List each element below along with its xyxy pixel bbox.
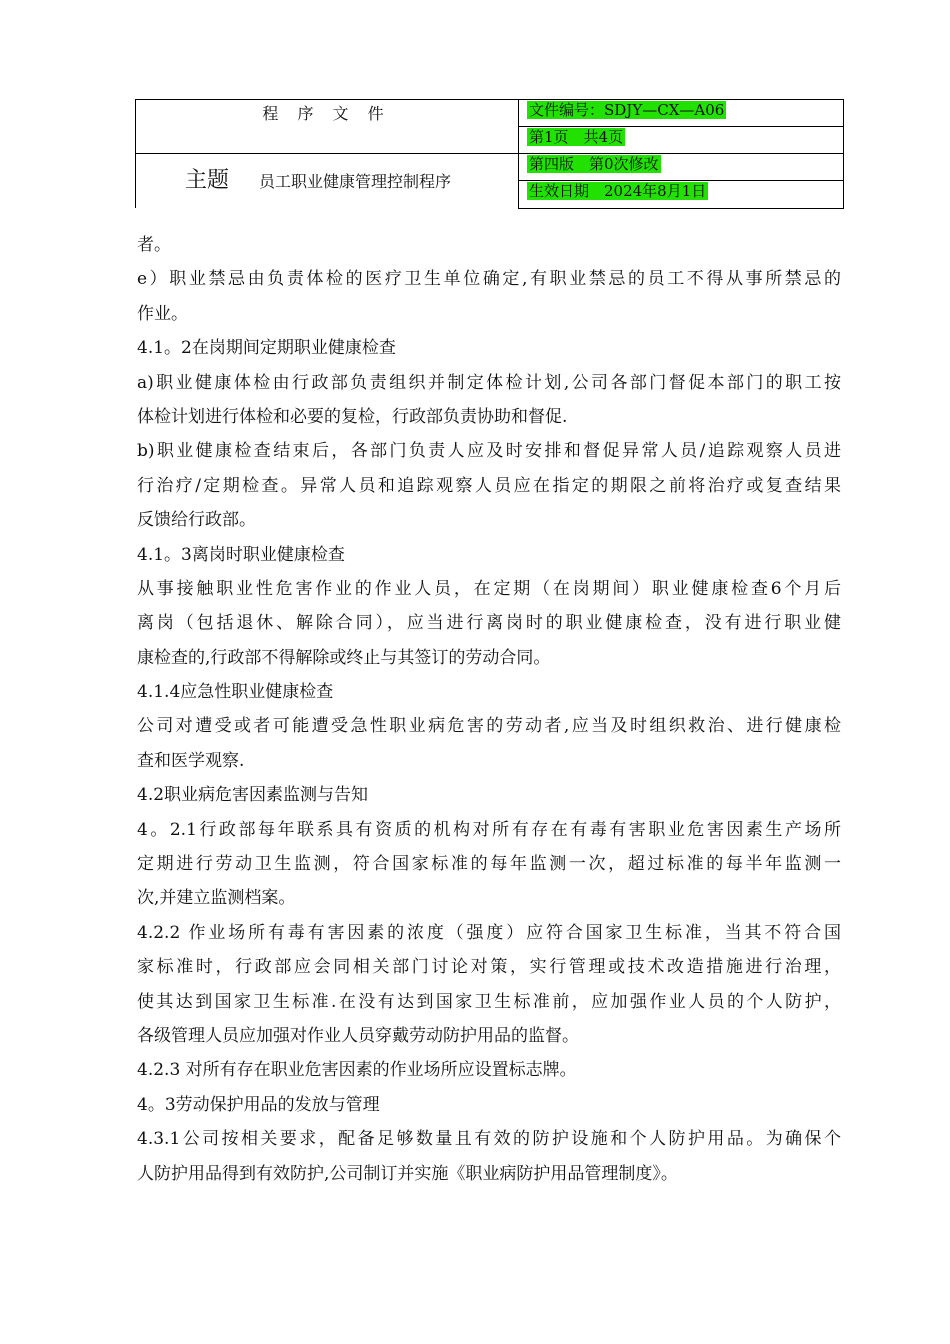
body-line: 4.3.1公司按相关要求，配备足够数量且有效的防护设施和个人防护用品。为确保个 bbox=[137, 1129, 841, 1150]
body-line: 反馈给行政部。 bbox=[137, 510, 256, 531]
header-column-divider bbox=[518, 99, 519, 209]
body-line: 4.2.3 对所有存在职业危害因素的作业场所应设置标志牌。 bbox=[137, 1060, 577, 1081]
body-line: 4。3劳动保护用品的发放与管理 bbox=[137, 1094, 380, 1115]
body-line: a)职业健康体检由行政部负责组织并制定体检计划,公司各部门督促本部门的职工按 bbox=[137, 372, 841, 393]
body-line: 者。 bbox=[137, 235, 171, 255]
subject-text: 员工职业健康管理控制程序 bbox=[259, 172, 452, 191]
header-right-row-divider-3 bbox=[518, 180, 844, 181]
body-line: 体检计划进行体检和必要的复检，行政部负责协助和督促. bbox=[137, 406, 568, 427]
document-title: 程 序 文 件 bbox=[262, 104, 391, 123]
doc-number: 文件编号：SDJY—CX—A06 bbox=[529, 101, 725, 119]
version-info: 第四版 第0次修改 bbox=[529, 155, 659, 173]
effective-date: 生效日期 2024年8月1日 bbox=[529, 182, 707, 200]
body-line: 各级管理人员应加强对作业人员穿戴劳动防护用品的监督。 bbox=[137, 1025, 579, 1046]
body-line: 作业。 bbox=[137, 303, 188, 324]
body-line: 家标准时，行政部应会同相关部门讨论对策，实行管理或技术改造措施进行治理， bbox=[137, 957, 841, 978]
document-body bbox=[137, 228, 841, 1191]
body-line: e）职业禁忌由负责体检的医疗卫生单位确定,有职业禁忌的员工不得从事所禁忌的 bbox=[137, 269, 841, 290]
body-line: 4.1.4应急性职业健康检查 bbox=[137, 682, 334, 703]
body-line: 行治疗/定期检查。异常人员和追踪观察人员应在指定的期限之前将治疗或复查结果 bbox=[137, 475, 841, 496]
body-line: 4.2.2 作业场所有毒有害因素的浓度（强度）应符合国家卫生标准，当其不符合国 bbox=[137, 922, 841, 943]
body-line: 人防护用品得到有效防护,公司制订并实施《职业病防护用品管理制度》。 bbox=[137, 1163, 678, 1184]
body-line: 4.2职业病危害因素监测与告知 bbox=[137, 785, 369, 806]
body-line: b)职业健康检查结束后，各部门负责人应及时安排和督促异常人员/追踪观察人员进 bbox=[137, 441, 841, 462]
body-line: 从事接触职业性危害作业的作业人员，在定期（在岗期间）职业健康检查6个月后 bbox=[137, 578, 841, 599]
body-line: 查和医学观察. bbox=[137, 750, 245, 771]
header-right-border bbox=[843, 99, 844, 209]
page-info: 第1页 共4页 bbox=[529, 128, 624, 146]
header-middle-border bbox=[135, 153, 844, 154]
body-line: 4.1。2在岗期间定期职业健康检查 bbox=[137, 338, 396, 359]
header-right-row-divider-1 bbox=[518, 126, 844, 127]
header-right-bottom-border bbox=[518, 208, 844, 209]
body-line: 使其达到国家卫生标准.在没有达到国家卫生标准前，应加强作业人员的个人防护， bbox=[137, 991, 841, 1012]
body-line: 离岗（包括退休、解除合同），应当进行离岗时的职业健康检查，没有进行职业健 bbox=[137, 613, 841, 634]
body-line: 4.1。3离岗时职业健康检查 bbox=[137, 544, 345, 565]
body-line: 康检查的,行政部不得解除或终止与其签订的劳动合同。 bbox=[137, 647, 551, 668]
body-line: 定期进行劳动卫生监测，符合国家标准的每年监测一次，超过标准的每半年监测一 bbox=[137, 854, 841, 875]
subject-label: 主题 bbox=[185, 168, 230, 193]
body-line: 4。2.1行政部每年联系具有资质的机构对所有存在有毒有害职业危害因素生产场所 bbox=[137, 819, 841, 840]
body-line: 次,并建立监测档案。 bbox=[137, 888, 296, 909]
document-header bbox=[135, 99, 844, 209]
body-line: 公司对遭受或者可能遭受急性职业病危害的劳动者,应当及时组织救治、进行健康检 bbox=[137, 716, 841, 737]
header-top-border bbox=[135, 99, 844, 100]
